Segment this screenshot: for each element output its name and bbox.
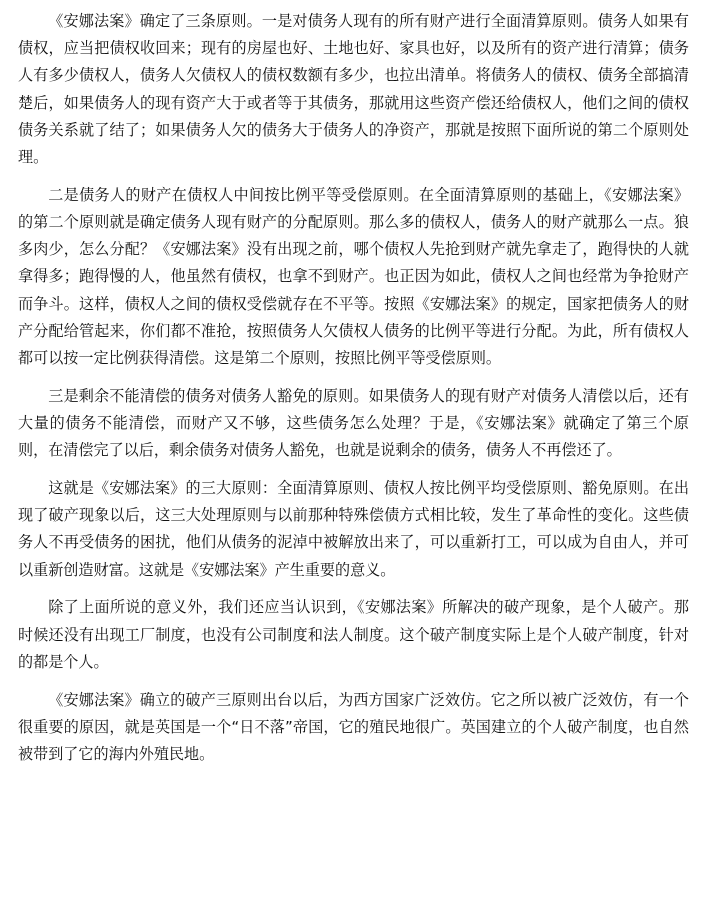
paragraph-three-principles-summary: 这就是《安娜法案》的三大原则：全面清算原则、债权人按比例平均受偿原则、豁免原则。在出现了破产现象以后，这三大处理原则与以前那种特殊偿债方式相比较，发生了革命性的变化。这些债务人不再受债务的困扰，他们从债务的泥淖中被解放出来了，可以重新打工，可以成为自由人，并可以重新创造财富。这就是《安娜法案》产生重要的意义。 bbox=[18, 479, 689, 579]
paragraph-individual-bankruptcy: 除了上面所说的意义外，我们还应当认识到，《安娜法案》所解决的破产现象，是个人破产。那时候还没有出现工厂制度，也没有公司制度和法人制度。这个破产制度实际上是个人破产制度，针对的都是个人。 bbox=[18, 598, 689, 671]
paragraph-third-principle: 三是剩余不能清偿的债务对债务人豁免的原则。如果债务人的现有财产对债务人清偿以后，还有大量的债务不能清偿，而财产又不够，这些债务怎么处理？于是，《安娜法案》就确定了第三个原则，在清偿完了以后，剩余债务对债务人豁免，也就是说剩余的债务，债务人不再偿还了。 bbox=[18, 386, 689, 460]
paragraph-second-principle: 二是债务人的财产在债权人中间按比例平等受偿原则。在全面清算原则的基础上，《安娜法案》的第二个原则就是确定债务人现有财产的分配原则。那么多的债权人，债务人的财产就那么一点。狼多肉少，怎么分配？《安娜法案》没有出现之前，哪个债权人先抢到财产就先拿走了，跑得快的人就拿得多；跑得慢的人，他虽然有债权，也拿不到财产。也正因为如此，债权人之间也经常为争抢财产而争斗。这样，债权人之间的债权受偿就存在不平等。按照《安娜法案》的规定，国家把债务人的财产分配给管起来，你们都不准抢，按照债务人欠债权人债务的比例平等进行分配。为此，所有债权人都可以按一定比例获得清偿。这是第二个原则，按照比例平等受偿原则。 bbox=[18, 185, 689, 368]
paragraph-first-principle: 《安娜法案》确定了三条原则。一是对债务人现有的所有财产进行全面清算原则。债务人如果有债权，应当把债权收回来；现有的房屋也好、土地也好、家具也好，以及所有的资产进行清算；债务人有多少债权人，债务人欠债权人的债权数额有多少，也拉出清单。将债务人的债权、债务全部搞清楚后，如果债务人的现有资产大于或者等于其债务，那就用这些资产偿还给债权人，他们之间的债权债务关系就了结了；如果债务人欠的债务大于债务人的净资产，那就是按照下面所说的第二个原则处理。 bbox=[18, 12, 689, 167]
paragraph-colonial-influence: 《安娜法案》确立的破产三原则出台以后，为西方国家广泛效仿。它之所以被广泛效仿，有一个很重要的原因，就是英国是一个“日不落”帝国，它的殖民地很广。英国建立的个人破产制度，也自然被带到了它的海内外殖民地。 bbox=[18, 690, 689, 764]
